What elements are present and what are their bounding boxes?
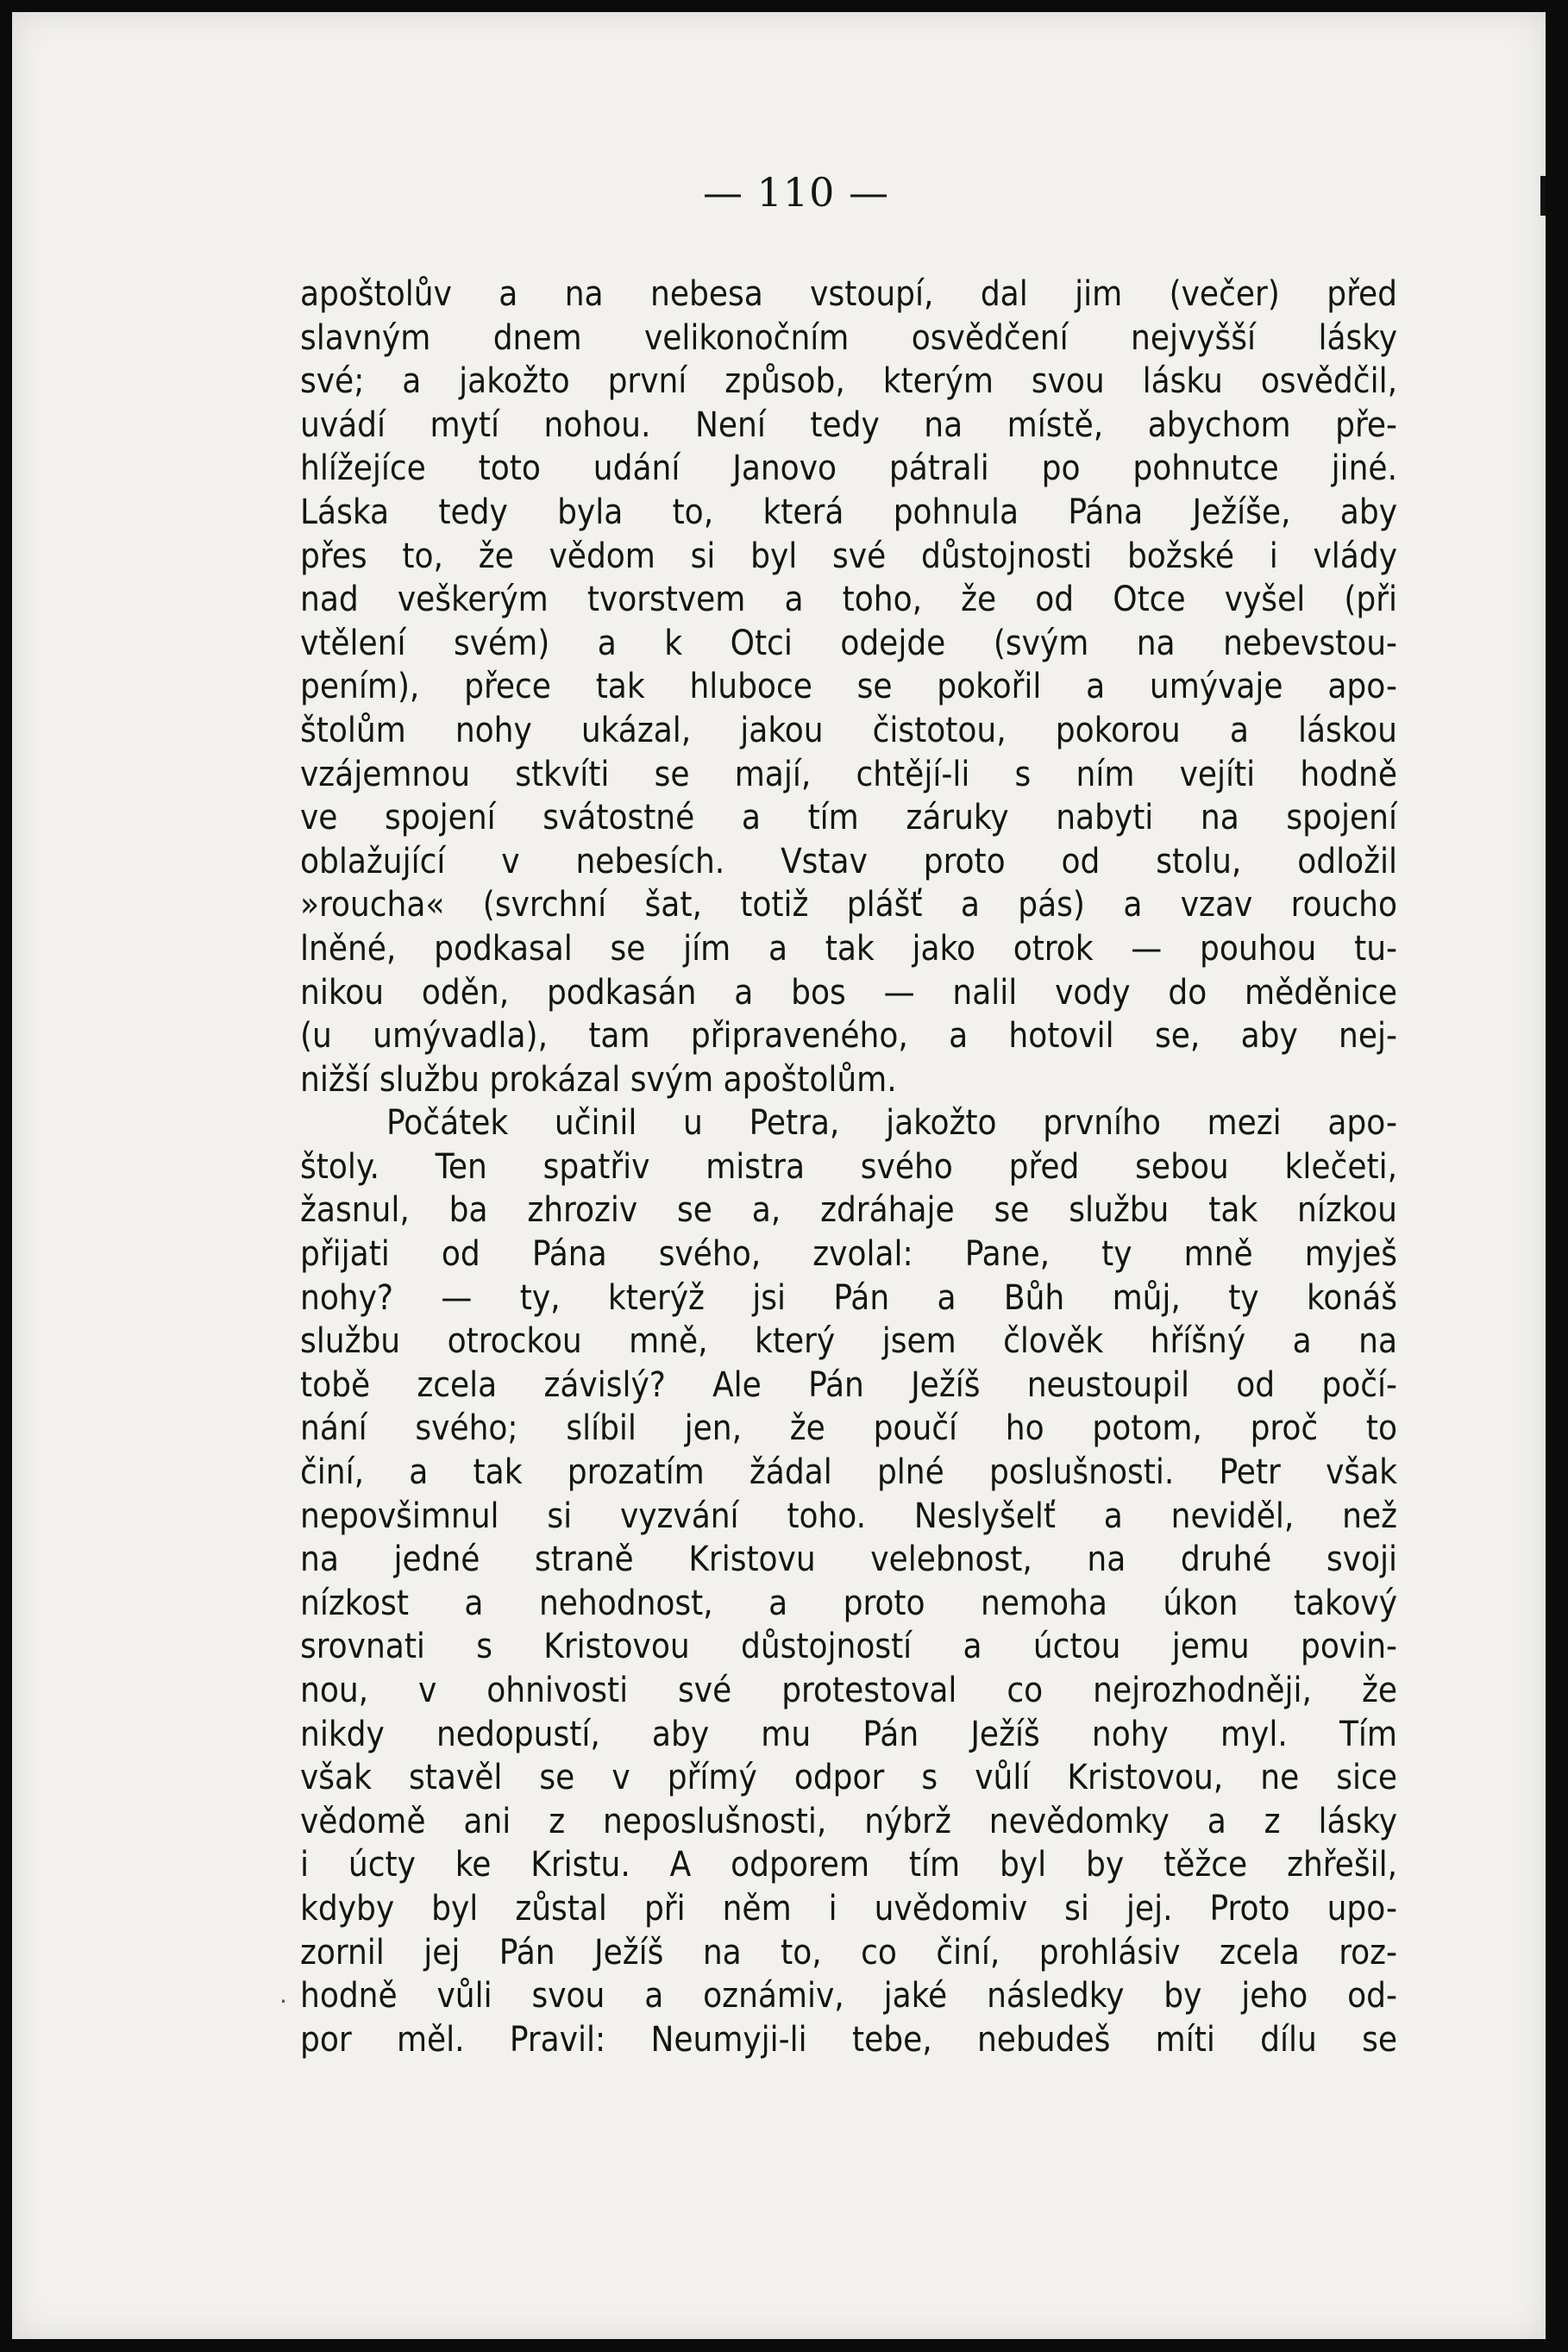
margin-specks: ·: [279, 1987, 287, 2016]
text-line: i úcty ke Kristu. A odporem tím byl by těžce zhřešil,: [300, 1845, 1397, 1885]
text-line: slavným dnem velikonočním osvědčení nejvyšší lásky: [300, 317, 1397, 358]
text-line: kdyby byl zůstal při něm i uvědomiv si jej. Proto upo-: [300, 1888, 1397, 1929]
text-line: oblažující v nebesích. Vstav proto od stolu, odložil: [300, 841, 1397, 881]
text-line: lněné, podkasal se jím a tak jako otrok — pouhou tu-: [300, 928, 1397, 969]
page-number: — 110 —: [702, 169, 890, 216]
text-line: nou, v ohnivosti své protestoval co nejrozhodněji, že: [300, 1671, 1397, 1710]
text-line: zornil jej Pán Ježíš na to, co činí, prohlásiv zcela roz-: [300, 1932, 1397, 1973]
text-line: nání svého; slíbil jen, že poučí ho potom, proč to: [300, 1408, 1397, 1449]
text-line: nad veškerým tvorstvem a toho, že od Otce vyšel (při: [300, 580, 1397, 620]
text-line: přes to, že vědom si byl své důstojnosti božské i vlády: [300, 536, 1397, 576]
text-line: uvádí mytí nohou. Není tedy na místě, abychom pře-: [300, 405, 1397, 445]
text-line: Láska tedy byla to, která pohnula Pána Ježíše, aby: [300, 492, 1397, 532]
text-line: por měl. Pravil: Neumyji-li tebe, nebudeš míti dílu se: [300, 2019, 1397, 2060]
body-text: [300, 273, 1397, 2061]
text-line: apoštolův a na nebesa vstoupí, dal jim (večer) před: [300, 274, 1397, 314]
text-line: hodně vůli svou a oznámiv, jaké následky by jeho od-: [300, 1976, 1397, 2016]
text-line: vzájemnou stkvíti se mají, chtějí-li s ním vejíti hodně: [300, 754, 1397, 794]
text-line: ve spojení svátostné a tím záruky nabyti na spojení: [300, 798, 1397, 838]
text-line: nikou oděn, podkasán a bos — nalil vody do měděnice: [300, 972, 1397, 1013]
text-line: »roucha« (svrchní šat, totiž plášť a pás) a vzav roucho: [300, 885, 1397, 925]
text-line: však stavěl se v přímý odpor s vůlí Kristovou, ne sice: [300, 1758, 1397, 1798]
text-line: nohy? — ty, kterýž jsi Pán a Bůh můj, ty konáš: [300, 1277, 1397, 1318]
text-line: činí, a tak prozatím žádal plné poslušnosti. Petr však: [300, 1452, 1397, 1493]
text-line: pením), přece tak hluboce se pokořil a umývaje apo-: [300, 667, 1397, 707]
text-line: nižší službu prokázal svým apoštolům.: [300, 1059, 897, 1100]
text-line: tobě zcela závislý? Ale Pán Ježíš neustoupil od počí-: [300, 1364, 1397, 1405]
text-line: žasnul, ba zhroziv se a, zdráhaje se službu tak nízkou: [300, 1190, 1397, 1231]
text-line: přijati od Pána svého, zvolal: Pane, ty mně myješ: [300, 1234, 1397, 1275]
text-line: vědomě ani z neposlušnosti, nýbrž nevědomky a z lásky: [300, 1801, 1397, 1841]
text-line: vtělení svém) a k Otci odejde (svým na nebevstou-: [300, 623, 1397, 663]
text-line: štolům nohy ukázal, jakou čistotou, pokorou a láskou: [300, 710, 1397, 750]
book-page: [12, 12, 1546, 2339]
text-line: nepovšimnul si vyzvání toho. Neslyšelť a neviděl, než: [300, 1496, 1397, 1536]
text-line: své; a jakožto první způsob, kterým svou lásku osvědčil,: [300, 361, 1397, 402]
text-line: službu otrockou mně, který jsem člověk hříšný a na: [300, 1321, 1397, 1362]
text-line: srovnati s Kristovou důstojností a úctou jemu povin-: [300, 1627, 1397, 1667]
text-line: nízkost a nehodnost, a proto nemoha úkon takový: [300, 1583, 1397, 1623]
text-line: na jedné straně Kristovu velebnost, na druhé svoji: [300, 1540, 1397, 1580]
text-line: nikdy nedopustí, aby mu Pán Ježíš nohy myl. Tím: [300, 1714, 1397, 1754]
text-line: hlížejíce toto udání Janovo pátrali po pohnutce jiné.: [300, 448, 1397, 489]
text-line: (u umývadla), tam připraveného, a hotovil se, aby nej-: [300, 1016, 1397, 1057]
text-line: Počátek učinil u Petra, jakožto prvního mezi apo-: [386, 1103, 1397, 1144]
text-line: štoly. Ten spatřiv mistra svého před sebou klečeti,: [300, 1146, 1397, 1187]
